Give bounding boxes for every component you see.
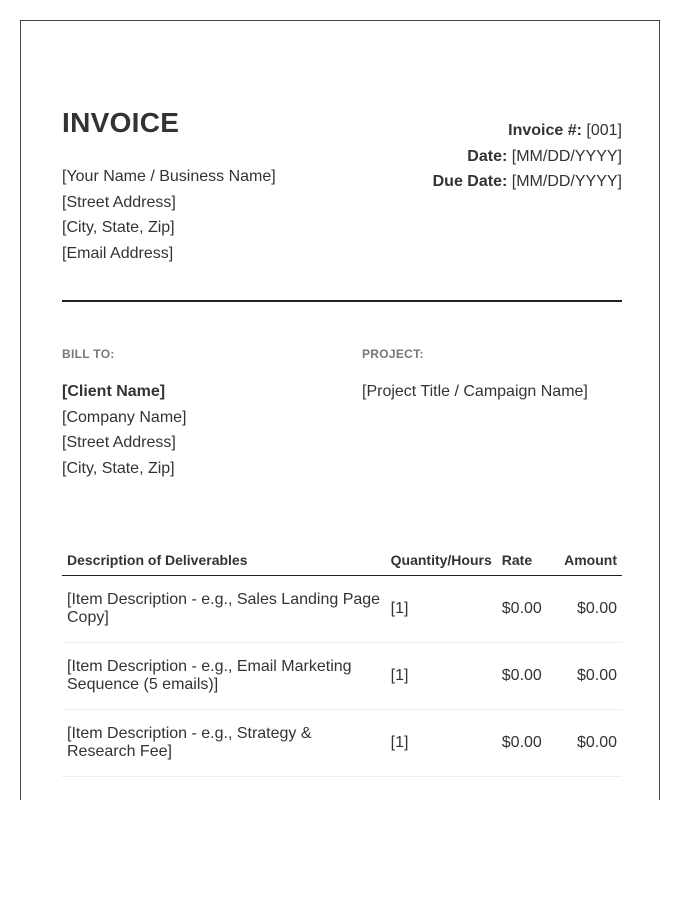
row-description: [Item Description - e.g., Strategy & Research Fee] [62, 710, 386, 777]
project-label: PROJECT: [362, 347, 424, 361]
row-description: [Item Description - e.g., Sales Landing Page Copy] [62, 576, 386, 643]
client-company: [Company Name] [62, 408, 187, 426]
sender-city: [City, State, Zip] [62, 219, 175, 237]
header-divider [62, 300, 622, 302]
client-name: [Client Name] [62, 383, 166, 400]
invoice-meta [433, 118, 622, 195]
client-city: [City, State, Zip] [62, 460, 175, 478]
sender-email: [Email Address] [62, 245, 174, 263]
row-rate: $0.00 [497, 576, 559, 643]
row-rate: $0.00 [497, 710, 559, 777]
sender-street: [Street Address] [62, 193, 176, 211]
header-quantity: Quantity/Hours [386, 545, 497, 576]
row-description: [Item Description - e.g., Email Marketing Sequence (5 emails)] [62, 643, 386, 710]
bill-to-label: BILL TO: [62, 347, 115, 361]
table-header-row [62, 545, 622, 576]
row-amount: $0.00 [559, 576, 622, 643]
invoice-due-label: Due Date: [432, 173, 508, 191]
table-row [62, 643, 622, 710]
invoice-date-line [433, 144, 622, 170]
deliverables-table [62, 545, 622, 777]
sender-name: [Your Name / Business Name] [62, 168, 276, 185]
table-row [62, 710, 622, 777]
row-quantity: [1] [386, 710, 497, 777]
invoice-title: INVOICE [62, 107, 180, 138]
invoice-sheet [20, 20, 660, 800]
row-quantity: [1] [386, 643, 497, 710]
table-row [62, 576, 622, 643]
header-rate: Rate [497, 545, 559, 576]
header-description: Description of Deliverables [62, 545, 386, 576]
client-street: [Street Address] [62, 434, 176, 452]
row-amount: $0.00 [559, 643, 622, 710]
row-quantity: [1] [386, 576, 497, 643]
header-amount: Amount [559, 545, 622, 576]
invoice-number-line [433, 118, 622, 144]
invoice-due-value: [MM/DD/YYYY] [511, 173, 622, 191]
invoice-date-value: [MM/DD/YYYY] [511, 147, 622, 165]
invoice-date-label: Date: [467, 147, 508, 165]
row-rate: $0.00 [497, 643, 559, 710]
invoice-due-line [433, 169, 622, 195]
project-title: [Project Title / Campaign Name] [362, 383, 588, 400]
invoice-number-label: Invoice #: [508, 122, 582, 139]
bill-to-address [62, 379, 187, 482]
invoice-number-value: [001] [586, 122, 622, 139]
sender-address [62, 164, 276, 267]
row-amount: $0.00 [559, 710, 622, 777]
